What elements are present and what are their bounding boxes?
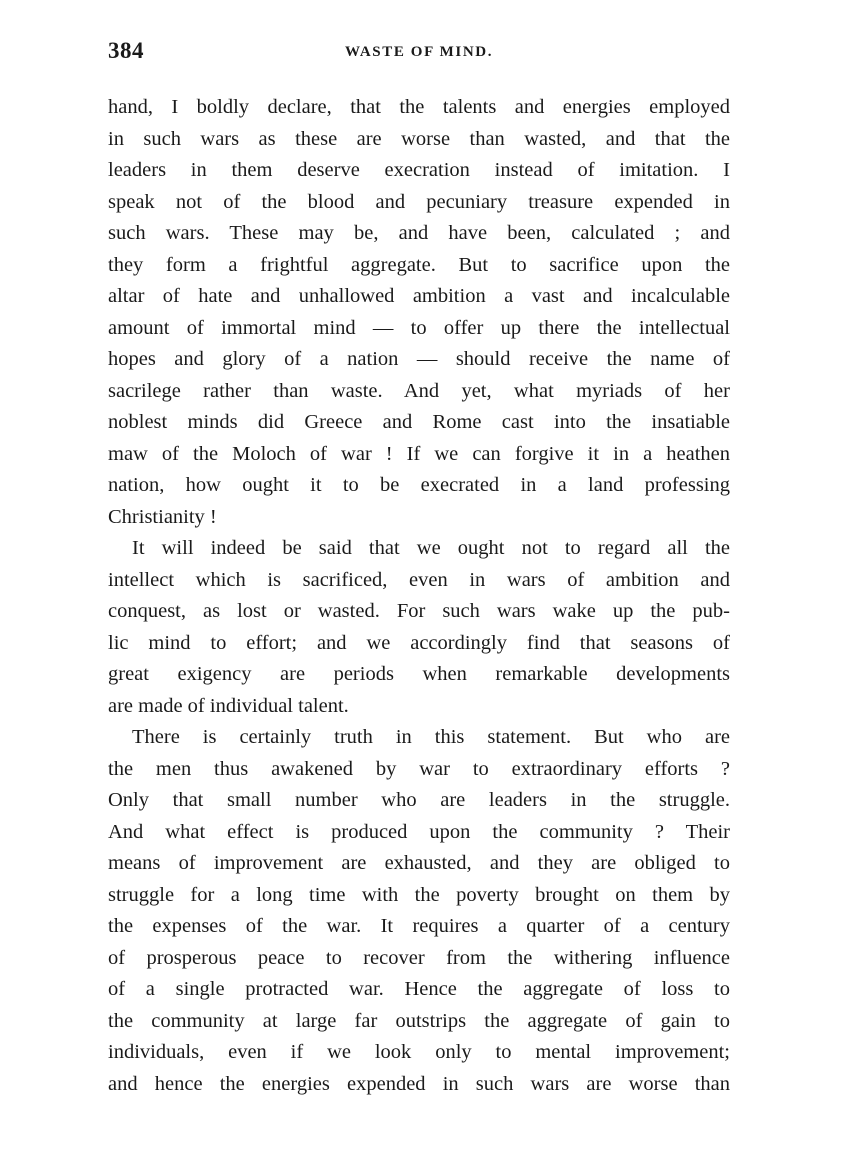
text-line: the men thus awakened by war to extraordinary efforts ? [108, 757, 730, 780]
text-line: noblest minds did Greece and Rome cast into the insatiable [108, 411, 730, 433]
text-line: hand, I boldly declare, that the talents and energies employed [108, 96, 730, 118]
text-line: nation, how ought it to be execrated in a land professing [108, 474, 730, 496]
text-line: they form a frightful aggregate. But to sacrifice upon the [108, 253, 730, 276]
text-line: and hence the energies expended in such wars are worse than [108, 1072, 730, 1095]
text-line: leaders in them deserve execration instead of imitation. I [108, 159, 730, 181]
text-line: conquest, as lost or wasted. For such wars wake up the pub- [108, 600, 730, 622]
paragraph [108, 533, 730, 722]
text-line: the community at large far outstrips the aggregate of gain to [108, 1009, 730, 1032]
text-line: of prosperous peace to recover from the withering influence [108, 946, 730, 969]
text-line: amount of immortal mind — to offer up there the intellectual [108, 316, 730, 339]
text-line: intellect which is sacrificed, even in wars of ambition and [108, 568, 730, 591]
text-line: such wars. These may be, and have been, calculated ; and [108, 222, 730, 244]
text-line: are made of individual talent. [108, 694, 349, 717]
text-line: Christianity ! [108, 505, 217, 528]
text-line: Only that small number who are leaders in the struggle. [108, 789, 730, 811]
text-line: And what effect is produced upon the community ? Their [108, 820, 730, 843]
body-text [108, 92, 730, 1100]
page-number: 384 [108, 38, 144, 63]
text-line: altar of hate and unhallowed ambition a vast and incalculable [108, 285, 730, 307]
page-header [108, 38, 730, 68]
text-line: in such wars as these are worse than wasted, and that the [108, 127, 730, 150]
text-line: of a single protracted war. Hence the aggregate of loss to [108, 978, 730, 1000]
text-line: sacrilege rather than waste. And yet, what myriads of her [108, 379, 730, 402]
paragraph [108, 722, 730, 1100]
text-line: individuals, even if we look only to mental improvement; [108, 1041, 730, 1063]
text-line: the expenses of the war. It requires a quarter of a century [108, 915, 730, 937]
text-line: great exigency are periods when remarkable developments [108, 663, 730, 685]
text-line: It will indeed be said that we ought not to regard all the [132, 537, 730, 559]
text-line: There is certainly truth in this statement. But who are [132, 726, 730, 748]
text-line: struggle for a long time with the poverty brought on them by [108, 883, 730, 906]
text-line: lic mind to effort; and we accordingly find that seasons of [108, 631, 730, 654]
text-line: speak not of the blood and pecuniary treasure expended in [108, 190, 730, 213]
paragraph [108, 92, 730, 533]
text-line: means of improvement are exhausted, and they are obliged to [108, 852, 730, 874]
running-title: WASTE OF MIND. [344, 44, 494, 60]
text-line: hopes and glory of a nation — should receive the name of [108, 348, 730, 370]
text-line: maw of the Moloch of war ! If we can forgive it in a heathen [108, 442, 730, 465]
